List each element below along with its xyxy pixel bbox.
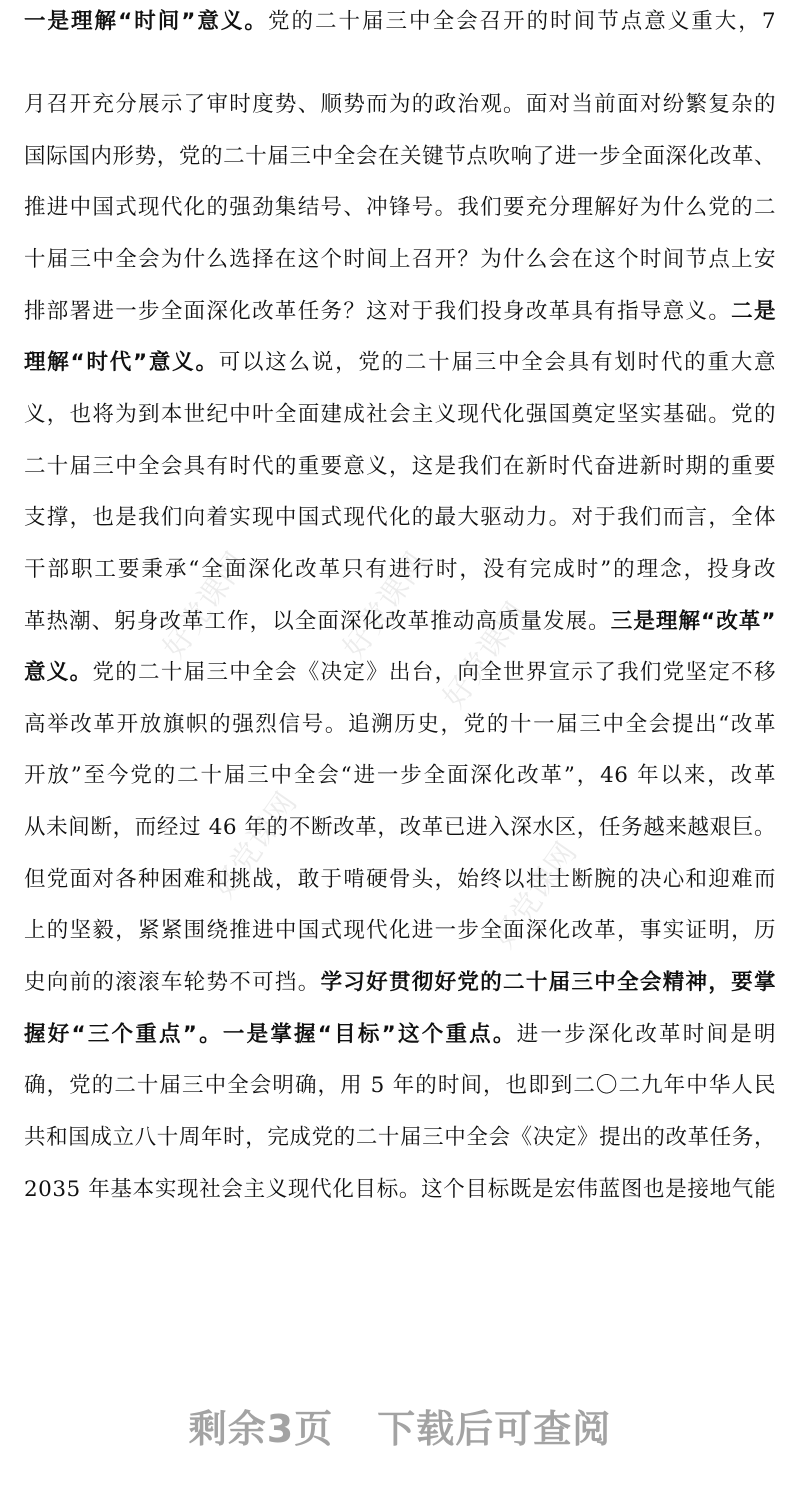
text-line [24, 503, 776, 533]
text-line [24, 916, 776, 946]
download-to-view-label: 下载后可查阅 [377, 1407, 612, 1451]
line-text: 进一步深化改革时间是明 [516, 1021, 776, 1047]
remaining-pages-label: 剩余3页 [188, 1407, 334, 1451]
line-text: 革热潮、躬身改革工作，以全面深化改革推动高质量发展。 [24, 608, 611, 634]
text-line [24, 1123, 776, 1153]
text-line [24, 193, 776, 223]
watermark: 好党课网 [206, 786, 305, 905]
line-text: 2035 年基本实现社会主义现代化目标。这个目标既是宏伟蓝图也是接地气能 [24, 1176, 776, 1202]
text-line [24, 865, 776, 895]
line-text: 但党面对各种困难和挑战，敢于啃硬骨头，始终以壮士断腕的决心和迎难而 [24, 866, 776, 892]
bold-heading: 理解“时代”意义。 [24, 350, 219, 376]
line-text: 二十届三中全会具有时代的重要意义，这是我们在新时代奋进新时期的重要 [24, 453, 776, 479]
text-line [24, 710, 776, 740]
bold-heading: 一是理解“时间”意义。 [24, 9, 268, 34]
line-text: 支撑，也是我们向着实现中国式现代化的最大驱动力。对于我们而言，全体 [24, 505, 776, 531]
text-line [24, 400, 776, 430]
line-text: 从未间断，而经过 46 年的不断改革，改革已进入深水区，任务越来越艰巨。 [24, 815, 776, 841]
bold-heading: 学习好贯彻好党的二十届三中全会精神，要掌 [320, 970, 776, 996]
text-line [24, 658, 776, 688]
watermark: 好党课网 [486, 836, 585, 955]
line-text: 义，也将为到本世纪中叶全面建成社会主义现代化强国奠定坚实基础。党的 [24, 401, 776, 427]
line-text: 高举改革开放旗帜的强烈信号。追溯历史，党的十一届三中全会提出“改革 [24, 711, 776, 737]
text-line [24, 7, 776, 37]
line-text: 党的二十届三中全会召开的时间节点意义重大，7 [267, 9, 776, 34]
line-text: 上的坚毅，紧紧围绕推进中国式现代化进一步全面深化改革，事实证明，历 [24, 918, 776, 944]
text-line [24, 452, 776, 482]
line-text: 共和国成立八十周年时，完成党的二十届三中全会《决定》提出的改革任务， [24, 1125, 776, 1150]
text-line [24, 348, 776, 378]
text-line [24, 1071, 776, 1101]
text-line [24, 297, 776, 327]
line-text: 干部职工要秉承“全面深化改革只有进行时，没有完成时”的理念，投身改 [24, 556, 776, 582]
bold-heading: 握好“三个重点”。一是掌握“目标”这个重点。 [24, 1021, 517, 1047]
text-line [24, 607, 776, 637]
text-line [24, 245, 776, 275]
text-line [24, 813, 776, 843]
line-text: 十届三中全会为什么选择在这个时间上召开？为什么会在这个时间节点上安 [24, 246, 776, 272]
line-text: 可以这么说，党的二十届三中全会具有划时代的重大意 [218, 350, 776, 376]
text-line [24, 555, 776, 585]
line-text: 月召开充分展示了审时度势、顺势而为的政治观。面对当前面对纷繁复杂的 [24, 92, 776, 117]
bold-heading: 二是 [731, 298, 776, 324]
line-text: 开放”至今党的二十届三中全会“进一步全面深化改革”，46 年以来，改革 [24, 763, 776, 789]
text-line [24, 142, 776, 172]
bold-heading: 意义。 [24, 660, 93, 686]
line-text: 国际国内形势，党的二十届三中全会在关键节点吹响了进一步全面深化改革、 [24, 143, 776, 169]
line-text: 党的二十届三中全会《决定》出台，向全世界宣示了我们党坚定不移 [92, 660, 776, 686]
watermark: 好党课网 [436, 596, 535, 715]
bold-heading: 三是理解“改革” [610, 608, 776, 634]
line-text: 确，党的二十届三中全会明确，用 5 年的时间，也即到二〇二九年中华人民 [24, 1073, 776, 1099]
text-line [24, 761, 776, 791]
remaining-pages-banner[interactable] [0, 1398, 800, 1453]
line-text: 史向前的滚滚车轮势不可挡。 [24, 970, 321, 996]
text-line [24, 90, 776, 120]
line-text: 推进中国式现代化的强劲集结号、冲锋号。我们要充分理解好为什么党的二 [24, 195, 776, 221]
text-line [24, 1175, 776, 1205]
watermark: 好党课网 [336, 546, 435, 665]
line-text: 排部署进一步全面深化改革任务？这对于我们投身改革具有指导意义。 [24, 298, 732, 324]
watermark: 好党课网 [156, 546, 255, 665]
text-line [24, 968, 776, 998]
text-line [24, 1020, 776, 1050]
